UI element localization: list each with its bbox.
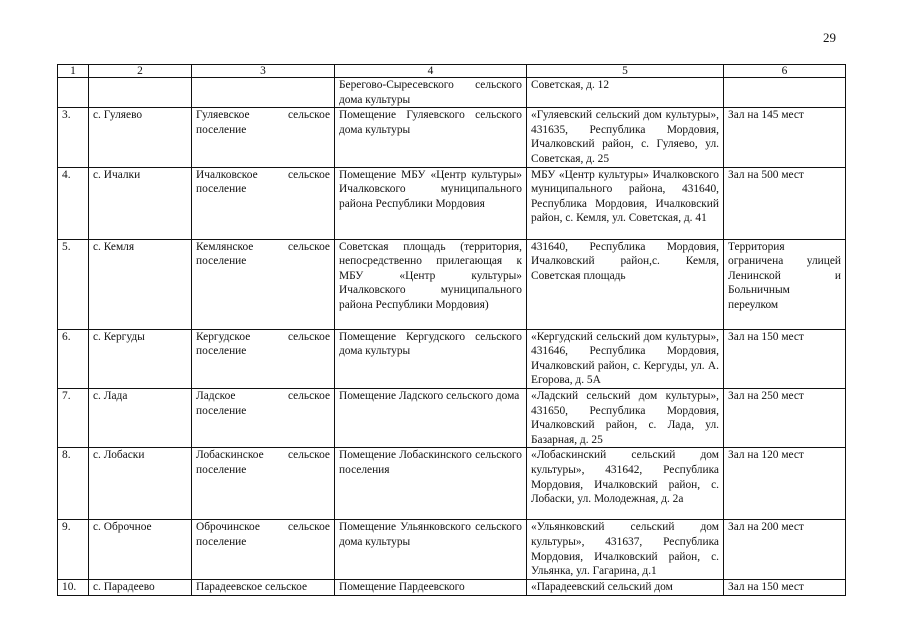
premises-cell: Помещение Ульянковского сельского дома культуры — [335, 520, 527, 579]
settlement-cell: Ичалковское сельское поселение — [192, 167, 335, 239]
premises-cell: Помещение Лобаскинского сельского поселения — [335, 448, 527, 520]
row-number-cell: 6. — [58, 329, 89, 388]
locality-cell: с. Ичалки — [89, 167, 192, 239]
capacity-cell: Зал на 120 мест — [724, 448, 846, 520]
column-number: 4 — [335, 65, 527, 78]
address-cell: «Кергудский сельский дом культуры», 431646, Республика Мордовия, Ичалковский район, с. Кергуды, ул. А. Егорова, д. 5А — [527, 329, 724, 388]
settlement-cell — [192, 78, 335, 108]
row-number-cell: 5. — [58, 239, 89, 329]
premises-cell: Берегово-Сыресевского сельского дома культуры — [335, 78, 527, 108]
table-row — [58, 167, 846, 239]
row-number-cell: 9. — [58, 520, 89, 579]
locality-cell: с. Оброчное — [89, 520, 192, 579]
capacity-cell: Зал на 250 мест — [724, 388, 846, 447]
row-number-cell — [58, 78, 89, 108]
address-cell: 431640, Республика Мордовия, Ичалковский район,с. Кемля, Советская площадь — [527, 239, 724, 329]
premises-cell: Помещение МБУ «Центр культуры» Ичалковского муниципального района Республики Мордовия — [335, 167, 527, 239]
table-row — [58, 579, 846, 595]
address-cell: «Ульянковский сельский дом культуры», 431637, Республика Мордовия, Ичалковский район, с. Ульянка, ул. Гагарина, д.1 — [527, 520, 724, 579]
locality-cell: с. Лада — [89, 388, 192, 447]
settlement-cell: Кергудское сельское поселение — [192, 329, 335, 388]
address-cell: Советская, д. 12 — [527, 78, 724, 108]
row-number-cell: 4. — [58, 167, 89, 239]
address-cell: МБУ «Центр культуры» Ичалковского муниципального района, 431640, Республика Мордовия, Ичалковский район, с. Кемля, ул. Советская, д. 41 — [527, 167, 724, 239]
address-cell: «Гуляевский сельский дом культуры», 431635, Республика Мордовия, Ичалковский район, с. Гуляево, ул. Советская, д. 25 — [527, 108, 724, 167]
locality-cell: с. Кергуды — [89, 329, 192, 388]
capacity-cell: Территория ограничена улицей Ленинской и Больничным переулком — [724, 239, 846, 329]
row-number-cell: 7. — [58, 388, 89, 447]
locality-cell: с. Гуляево — [89, 108, 192, 167]
address-cell: «Парадеевский сельский дом — [527, 579, 724, 595]
premises-cell: Помещение Гуляевского сельского дома культуры — [335, 108, 527, 167]
column-number-row — [58, 65, 846, 78]
column-number: 6 — [724, 65, 846, 78]
locality-cell: с. Парадеево — [89, 579, 192, 595]
premises-cell: Помещение Ладского сельского дома — [335, 388, 527, 447]
venues-table — [57, 64, 846, 596]
capacity-cell: Зал на 500 мест — [724, 167, 846, 239]
capacity-cell: Зал на 150 мест — [724, 329, 846, 388]
address-cell: «Лобаскинский сельский дом культуры», 431642, Республика Мордовия, Ичалковский район, с. Лобаски, ул. Молодежная, д. 2а — [527, 448, 724, 520]
capacity-cell: Зал на 200 мест — [724, 520, 846, 579]
table-row — [58, 388, 846, 447]
settlement-cell: Лобаскинское сельское поселение — [192, 448, 335, 520]
table-row — [58, 78, 846, 108]
capacity-cell — [724, 78, 846, 108]
column-number: 3 — [192, 65, 335, 78]
table-row — [58, 108, 846, 167]
row-number-cell: 3. — [58, 108, 89, 167]
table-row — [58, 520, 846, 579]
settlement-cell: Гуляевское сельское поселение — [192, 108, 335, 167]
row-number-cell: 8. — [58, 448, 89, 520]
table-row — [58, 239, 846, 329]
settlement-cell: Оброчинское сельское поселение — [192, 520, 335, 579]
locality-cell: с. Кемля — [89, 239, 192, 329]
settlement-cell: Ладское сельское поселение — [192, 388, 335, 447]
locality-cell: с. Лобаски — [89, 448, 192, 520]
row-number-cell: 10. — [58, 579, 89, 595]
address-cell: «Ладский сельский дом культуры», 431650, Республика Мордовия, Ичалковский район, с. Лада, ул. Базарная, д. 25 — [527, 388, 724, 447]
premises-cell: Помещение Пардеевского — [335, 579, 527, 595]
capacity-cell: Зал на 150 мест — [724, 579, 846, 595]
page-number: 29 — [823, 30, 836, 45]
settlement-cell: Парадеевское сельское — [192, 579, 335, 595]
premises-cell: Помещение Кергудского сельского дома культуры — [335, 329, 527, 388]
capacity-cell: Зал на 145 мест — [724, 108, 846, 167]
column-number: 5 — [527, 65, 724, 78]
column-number: 1 — [58, 65, 89, 78]
locality-cell — [89, 78, 192, 108]
table-row — [58, 448, 846, 520]
table-row — [58, 329, 846, 388]
premises-cell: Советская площадь (территория, непосредственно прилегающая к МБУ «Центр культуры» Ичалковского муниципального района Республики Мордовия) — [335, 239, 527, 329]
column-number: 2 — [89, 65, 192, 78]
settlement-cell: Кемлянское сельское поселение — [192, 239, 335, 329]
